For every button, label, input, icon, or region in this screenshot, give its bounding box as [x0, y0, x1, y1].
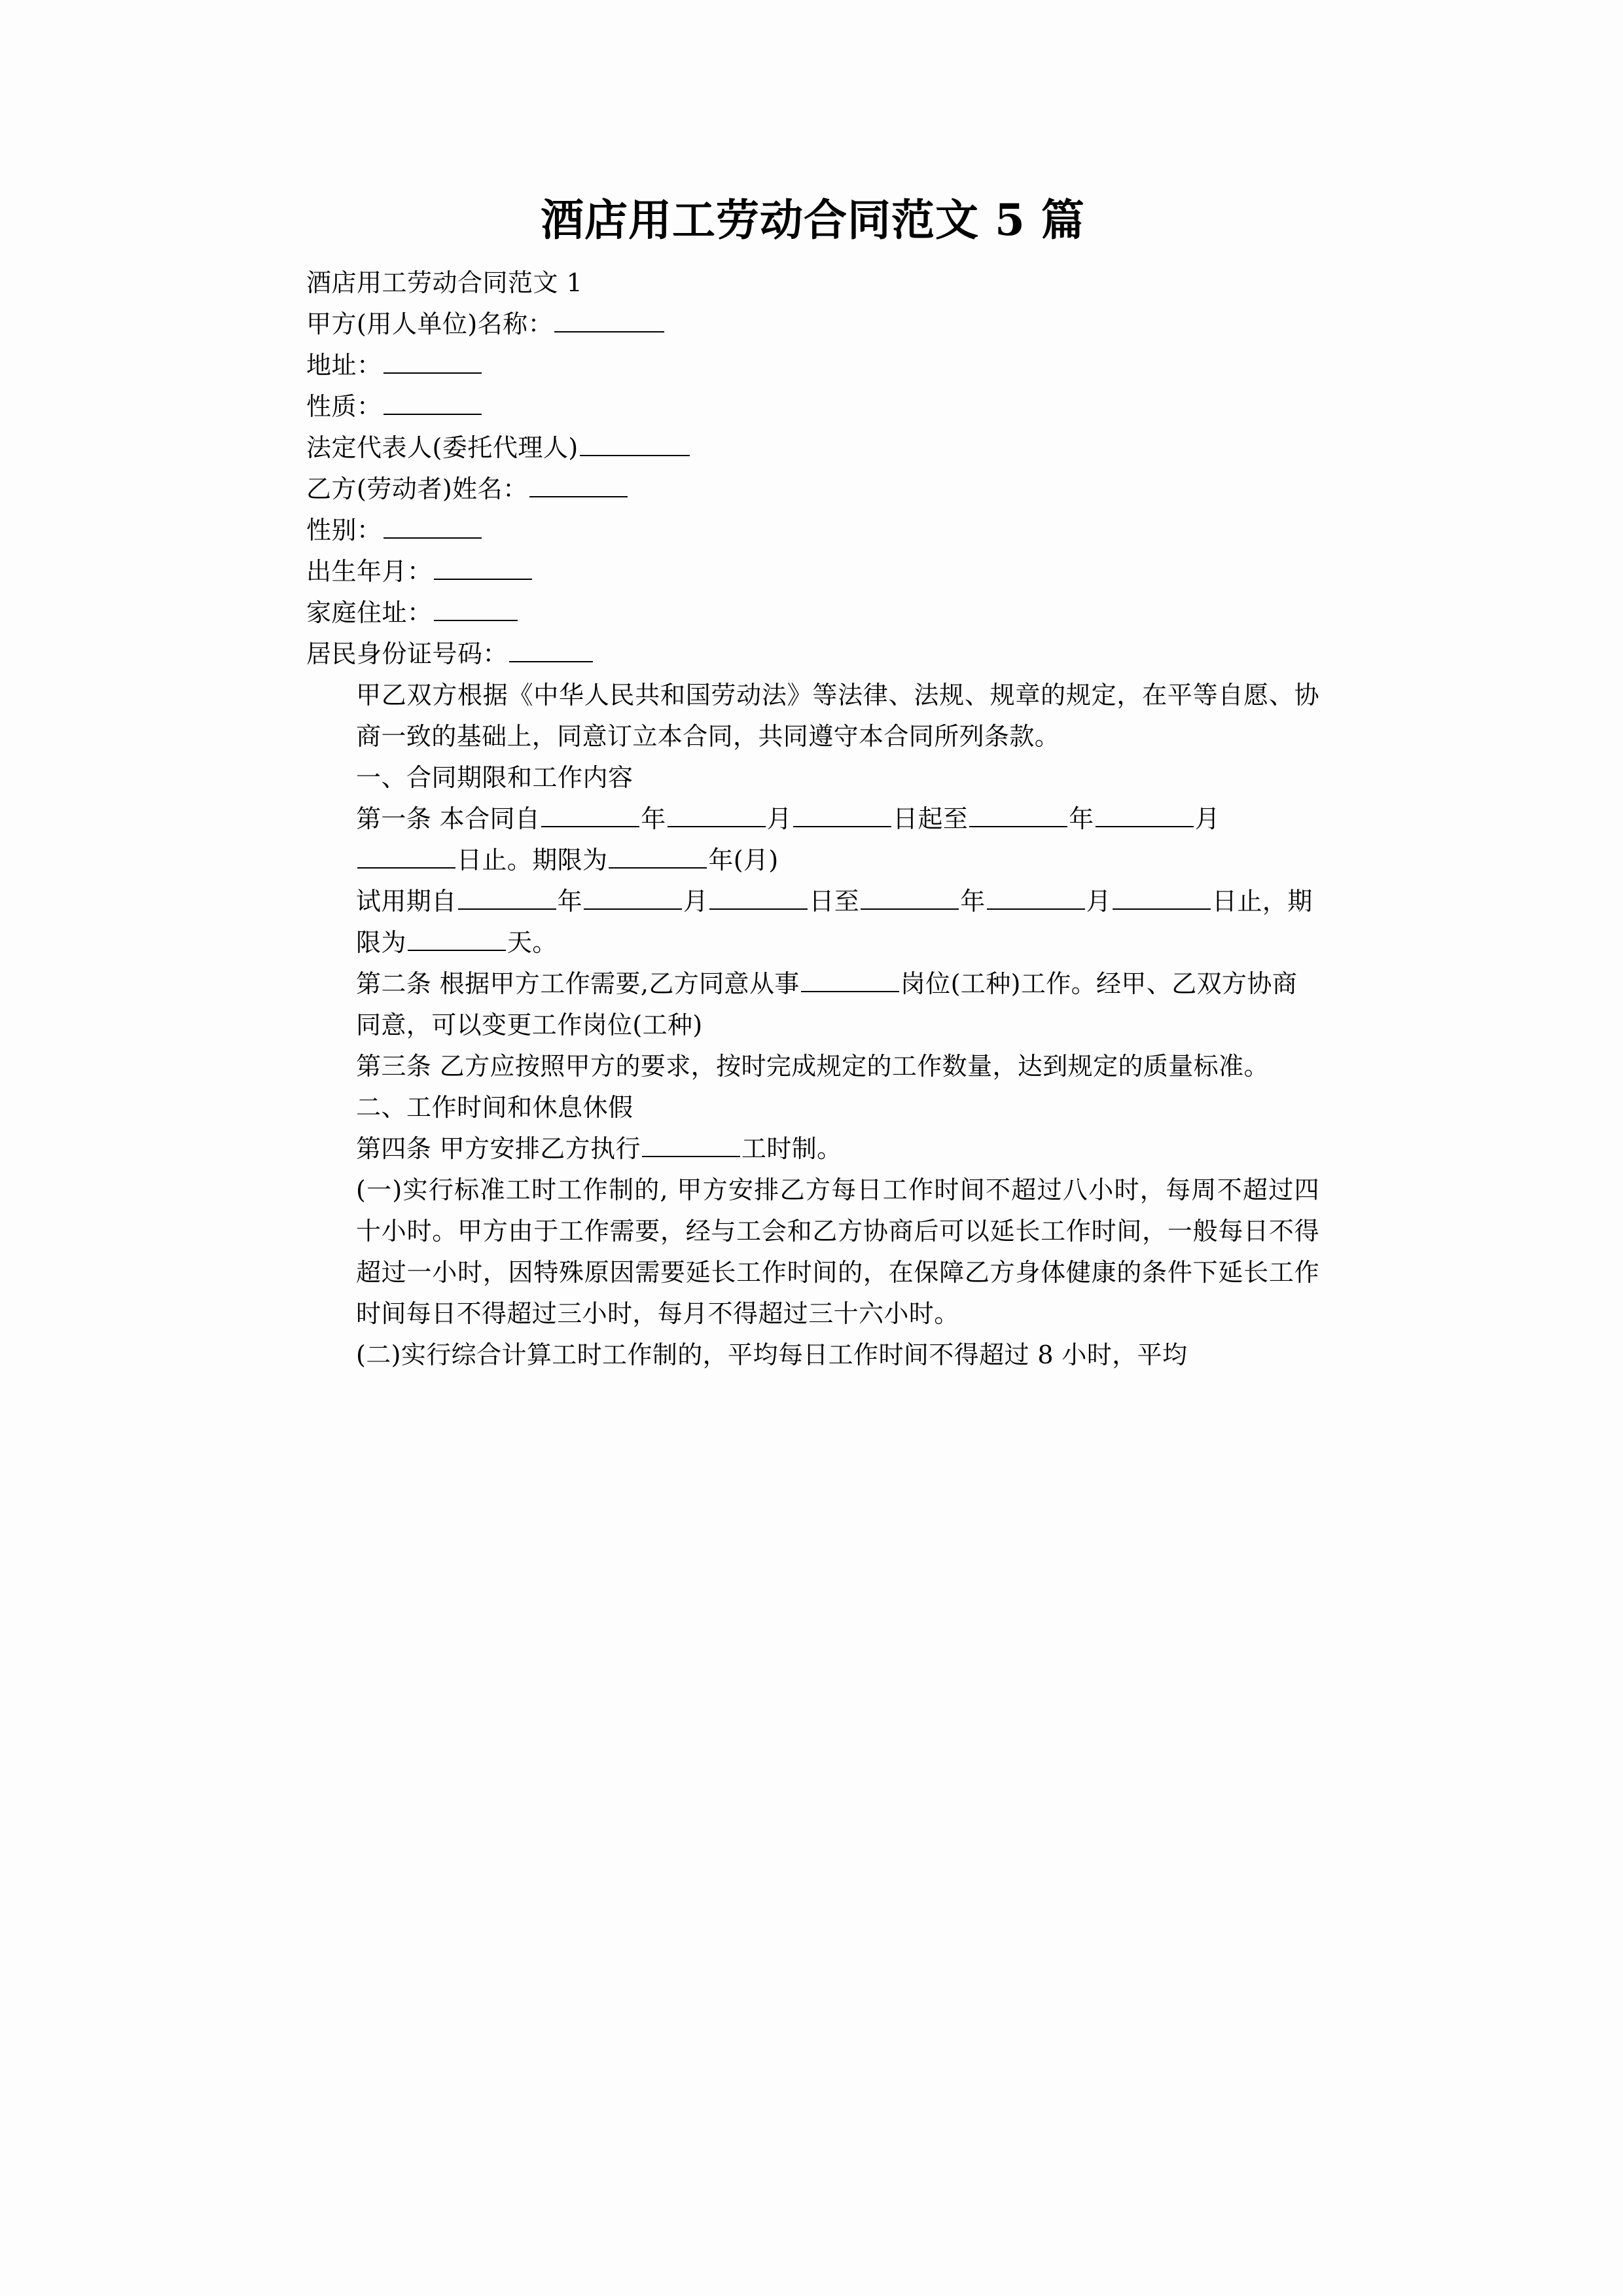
article-1-blank-term[interactable] — [609, 848, 707, 869]
article-4-blank-worktime-system[interactable] — [642, 1136, 740, 1157]
form-field-blank[interactable] — [509, 641, 593, 662]
article-4-paragraph — [306, 1128, 1319, 1170]
form-field-blank[interactable] — [383, 394, 482, 415]
article-3-paragraph: 第三条 乙方应按照甲方的要求，按时完成规定的工作数量，达到规定的质量标准。 — [356, 1051, 1269, 1081]
form-field-party-b-name — [306, 469, 1319, 510]
article-4-suffix: 工时制。 — [741, 1134, 842, 1163]
article-1-blank-day-start[interactable] — [793, 806, 891, 827]
clause-one-paragraph: (一)实行标准工时工作制的, 甲方安排乙方每日工作时间不超过八小时，每周不超过四十小时。甲方由于工作需要，经与工会和乙方协商后可以延长工作时间，一般每日不得超过一小时，因特殊原因需要延长工作时间的，在保障乙方身体健康的条件下延长工作时间每日不得超过三小时，每月不得超过三十六小时。 — [356, 1175, 1319, 1328]
article-1-unit-day-to: 日起至 — [893, 804, 969, 833]
article-1-unit-month-end: 月 — [1194, 804, 1221, 833]
form-field-blank[interactable] — [554, 312, 664, 332]
article-1-prefix: 第一条 本合同自 — [356, 804, 541, 833]
form-field-address — [306, 345, 1319, 386]
form-field-label: 居民身份证号码： — [306, 639, 508, 668]
form-field-label: 家庭住址： — [306, 598, 433, 627]
article-1-blank-month-start[interactable] — [668, 806, 766, 827]
preamble-paragraph: 甲乙双方根据《中华人民共和国劳动法》等法律、法规、规章的规定，在平等自愿、协商一致的基础上，同意订立本合同，共同遵守本合同所列条款。 — [356, 680, 1319, 751]
probation-blank-days[interactable] — [408, 930, 506, 951]
probation-blank-day-start[interactable] — [709, 889, 808, 910]
probation-unit-month: 月 — [683, 886, 709, 916]
article-1-unit-year-month: 年(月) — [708, 845, 779, 874]
probation-unit-days: 天。 — [507, 927, 558, 957]
form-field-blank[interactable] — [383, 353, 482, 374]
article-2-blank-position[interactable] — [801, 971, 899, 992]
article-1-unit-year: 年 — [641, 804, 666, 833]
article-2-suffix: 岗位(工种)工作。经甲、乙双方协商同意，可以变更工作岗位(工种) — [356, 969, 1298, 1039]
probation-unit-year: 年 — [557, 886, 583, 916]
probation-blank-month-start[interactable] — [584, 889, 682, 910]
article-1-blank-month-end[interactable] — [1096, 806, 1194, 827]
clause-two-paragraph: (二)实行综合计算工时工作制的，平均每日工作时间不得超过 8 小时，平均 — [356, 1340, 1188, 1369]
article-4-prefix: 第四条 甲方安排乙方执行 — [356, 1134, 641, 1163]
section-heading-one: 一、合同期限和工作内容 — [356, 762, 633, 792]
form-field-home-address — [306, 592, 1319, 634]
article-1-unit-year-end: 年 — [1069, 804, 1094, 833]
article-1-blank-year-end[interactable] — [969, 806, 1067, 827]
probation-blank-year-start[interactable] — [458, 889, 556, 910]
article-2-paragraph — [306, 963, 1319, 1046]
form-field-label: 甲方(用人单位)名称： — [306, 309, 554, 338]
probation-blank-day-end[interactable] — [1113, 889, 1211, 910]
form-field-label: 性质： — [306, 391, 382, 421]
form-field-blank[interactable] — [434, 559, 532, 580]
form-field-blank[interactable] — [529, 476, 628, 497]
form-field-party-a-name — [306, 304, 1319, 345]
form-field-blank[interactable] — [383, 518, 482, 539]
article-2-prefix: 第二条 根据甲方工作需要,乙方同意从事 — [356, 969, 800, 998]
form-field-blank[interactable] — [434, 600, 518, 621]
article-1-paragraph — [306, 798, 1319, 881]
form-field-label: 性别： — [306, 515, 382, 545]
probation-unit-day-to: 日至 — [809, 886, 860, 916]
probation-unit-year-end: 年 — [960, 886, 986, 916]
form-field-birth-date — [306, 551, 1319, 592]
document-content — [306, 194, 1319, 1376]
form-field-blank[interactable] — [580, 435, 690, 456]
probation-blank-year-end[interactable] — [861, 889, 959, 910]
section-heading-two: 二、工作时间和休息休假 — [356, 1092, 633, 1122]
article-1-blank-day-end[interactable] — [357, 848, 455, 869]
page-title: 酒店用工劳动合同范文 5 篇 — [541, 194, 1085, 245]
form-field-label: 地址： — [306, 350, 382, 380]
form-field-label: 乙方(劳动者)姓名： — [306, 474, 528, 503]
document-subtitle: 酒店用工劳动合同范文 1 — [306, 268, 583, 297]
form-field-label: 法定代表人(委托代理人) — [306, 433, 579, 462]
probation-unit-term: 日止，期限为 — [356, 886, 1313, 957]
form-field-legal-representative — [306, 427, 1319, 469]
article-1-unit-term: 日止。期限为 — [457, 845, 608, 874]
probation-blank-month-end[interactable] — [987, 889, 1085, 910]
probation-prefix: 试用期自 — [356, 886, 457, 916]
form-field-label: 出生年月： — [306, 556, 433, 586]
probation-paragraph — [306, 881, 1319, 963]
form-field-nature — [306, 386, 1319, 427]
form-field-gender — [306, 510, 1319, 551]
form-field-id-number — [306, 634, 1319, 675]
article-1-unit-month: 月 — [766, 804, 793, 833]
probation-unit-month-end: 月 — [1086, 886, 1112, 916]
article-1-blank-year-start[interactable] — [541, 806, 639, 827]
